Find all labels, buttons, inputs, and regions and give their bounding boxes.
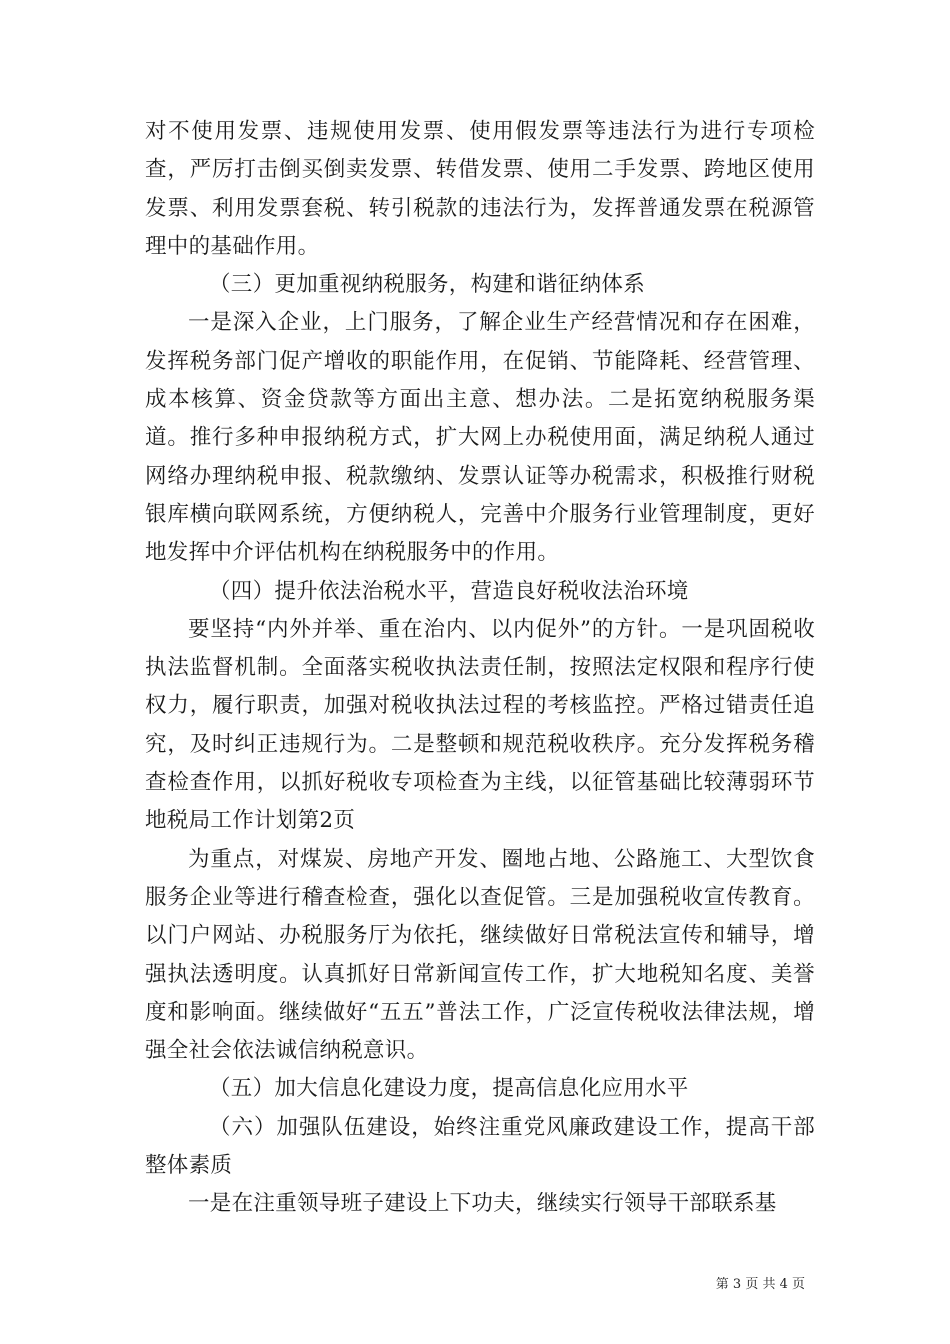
- heading-team-building: （六）加强队伍建设，始终注重党风廉政建设工作，提高干部整体素质: [145, 1114, 815, 1179]
- heading-informatization: （五）加大信息化建设力度，提高信息化应用水平: [209, 1076, 689, 1102]
- paragraph-rule-of-law: 要坚持“内外并举、重在治内、以内促外”的方针。一是巩固税收执法监督机制。全面落实税收执法责任制，按照法定权限和程序行使权力，履行职责，加强对税收执法过程的考核监控。严格过错责任追究，及时纠正违规行为。二是整顿和规范税收秩序。充分发挥税务稽查检查作用，以抓好税收专项检查为主线，以征管基础比较薄弱环节地税局工作计划第2页: [145, 616, 815, 834]
- heading-rule-of-law: （四）提升依法治税水平，营造良好税收法治环境: [209, 578, 689, 604]
- heading-tax-service: （三）更加重视纳税服务，构建和谐征纳体系: [209, 272, 646, 298]
- paragraph-invoice-inspection: 对不使用发票、违规使用发票、使用假发票等违法行为进行专项检查，严厉打击倒买倒卖发票、转借发票、使用二手发票、跨地区使用发票、利用发票套税、转引税款的违法行为，发挥普通发票在税源管理中的基础作用。: [145, 119, 815, 259]
- paragraph-tax-service: 一是深入企业，上门服务，了解企业生产经营情况和存在困难，发挥税务部门促产增收的职能作用，在促销、节能降耗、经营管理、成本核算、资金贷款等方面出主意、想办法。二是拓宽纳税服务渠道。推行多种申报纳税方式，扩大网上办税使用面，满足纳税人通过网络办理纳税申报、税款缴纳、发票认证等办税需求，积极推行财税银库横向联网系统，方便纳税人，完善中介服务行业管理制度，更好地发挥中介评估机构在纳税服务中的作用。: [145, 310, 815, 566]
- page-number: 第 3 页 共 4 页: [715, 1277, 805, 1292]
- paragraph-inspection-focus: 为重点，对煤炭、房地产开发、圈地占地、公路施工、大型饮食服务企业等进行稽查检查，强化以查促管。三是加强税收宣传教育。以门户网站、办税服务厅为依托，继续做好日常税法宣传和辅导，增强执法透明度。认真抓好日常新闻宣传工作，扩大地税知名度、美誉度和影响面。继续做好“五五”普法工作，广泛宣传税收法律法规，增强全社会依法诚信纳税意识。: [145, 846, 815, 1064]
- document-body: [145, 113, 815, 1224]
- paragraph-leadership: 一是在注重领导班子建设上下功夫，继续实行领导干部联系基: [188, 1191, 777, 1217]
